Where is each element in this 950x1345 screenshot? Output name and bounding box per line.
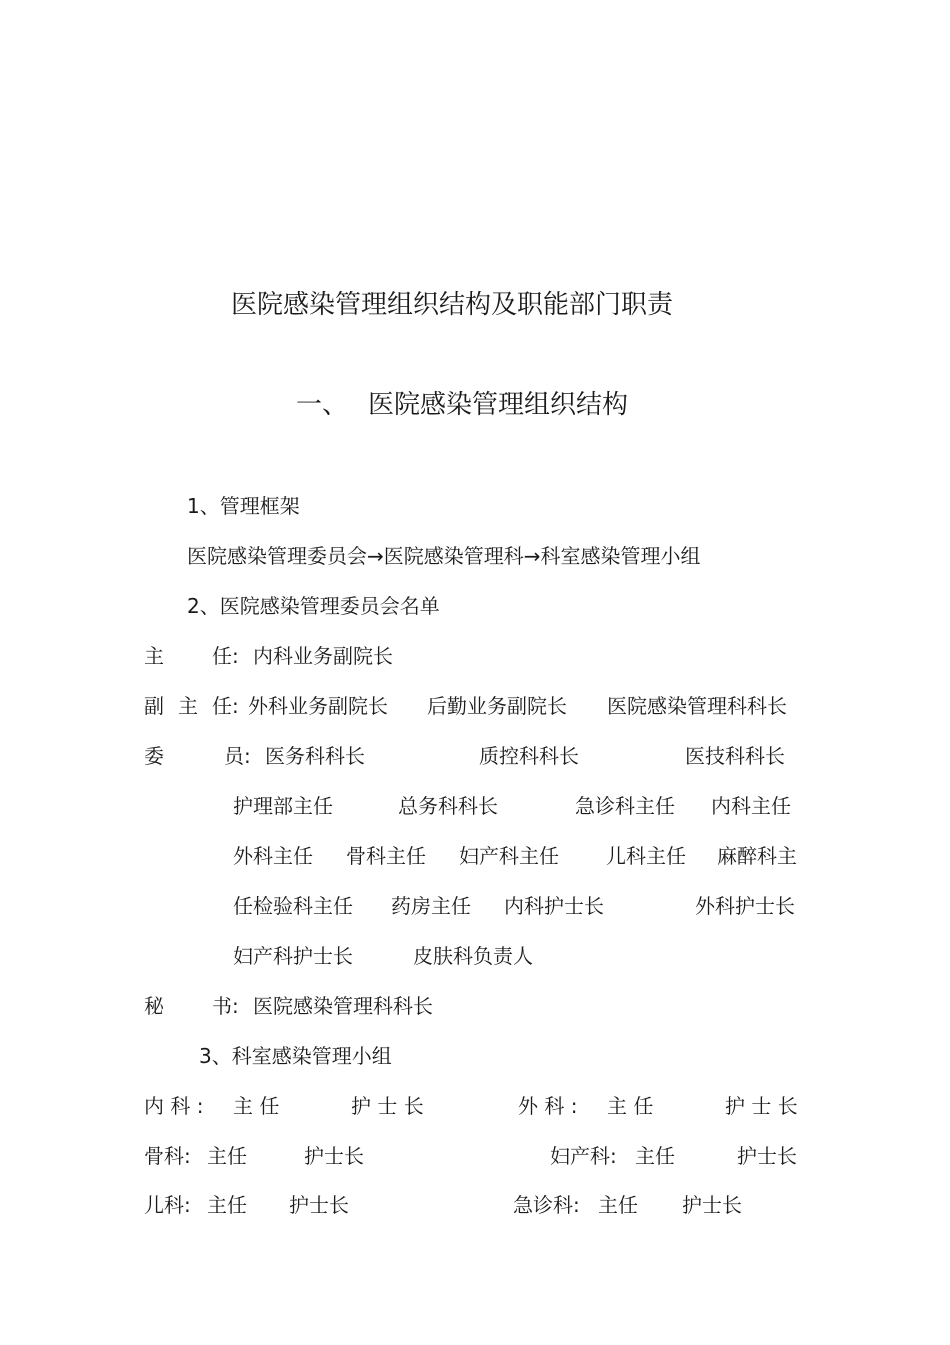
group-role: 护士长 [289, 1193, 349, 1217]
members-label-2: 员: [224, 744, 251, 768]
member-item: 儿科主任 [606, 844, 686, 868]
group-dept: 急诊科: [513, 1193, 580, 1217]
member-item: 护理部主任 [233, 794, 333, 818]
group-role: 主任 [207, 1193, 247, 1217]
subheading-framework: 1、管理框架 [187, 494, 300, 518]
group-role: 主 任 [233, 1094, 280, 1118]
group-dept: 骨科: [144, 1144, 191, 1168]
member-item: 任检验科主任 [233, 894, 353, 918]
deputy-label-2: 主 [178, 694, 198, 718]
member-item: 外科护士长 [695, 894, 795, 918]
member-item: 总务科科长 [398, 794, 498, 818]
director-label-2: 任: [212, 644, 239, 668]
secretary-label-1: 秘 [144, 994, 164, 1018]
group-role: 主 任 [607, 1094, 654, 1118]
deputy-value: 医院感染管理科科长 [607, 694, 787, 718]
group-role: 护 士 长 [725, 1094, 798, 1118]
subheading-committee: 2、医院感染管理委员会名单 [187, 594, 440, 618]
member-item: 药房主任 [391, 894, 471, 918]
group-role: 主任 [598, 1193, 638, 1217]
group-role: 护士长 [737, 1144, 797, 1168]
member-item: 麻醉科主 [717, 844, 797, 868]
member-item: 内科主任 [711, 794, 791, 818]
section-title: 医院感染管理组织结构 [368, 390, 629, 420]
member-item: 质控科科长 [479, 744, 579, 768]
deputy-value: 后勤业务副院长 [427, 694, 567, 718]
section-number: 一、 [296, 390, 349, 420]
member-item: 内科护士长 [504, 894, 604, 918]
group-role: 主任 [635, 1144, 675, 1168]
framework-text: 医院感染管理委员会→医院感染管理科→科室感染管理小组 [187, 544, 701, 568]
member-item: 外科主任 [233, 844, 313, 868]
secretary-label-2: 书: [212, 994, 239, 1018]
subheading-groups: 3、科室感染管理小组 [199, 1044, 392, 1068]
member-item: 骨科主任 [346, 844, 426, 868]
deputy-value: 外科业务副院长 [248, 694, 388, 718]
group-dept: 外 科 : [518, 1094, 578, 1118]
group-role: 主任 [207, 1144, 247, 1168]
member-item: 急诊科主任 [575, 794, 675, 818]
group-dept: 妇产科: [550, 1144, 617, 1168]
director-value: 内科业务副院长 [253, 644, 393, 668]
deputy-label-1: 副 [144, 694, 164, 718]
group-dept: 内 科 : [144, 1094, 204, 1118]
group-dept: 儿科: [144, 1193, 191, 1217]
deputy-label-3: 任: [212, 694, 239, 718]
group-role: 护 士 长 [351, 1094, 424, 1118]
director-label-1: 主 [144, 644, 164, 668]
group-role: 护士长 [304, 1144, 364, 1168]
member-item: 医技科科长 [685, 744, 785, 768]
member-item: 皮肤科负责人 [413, 944, 533, 968]
member-item: 妇产科护士长 [233, 944, 353, 968]
secretary-value: 医院感染管理科科长 [253, 994, 433, 1018]
member-item: 妇产科主任 [459, 844, 559, 868]
document-title: 医院感染管理组织结构及职能部门职责 [231, 290, 674, 320]
group-role: 护士长 [682, 1193, 742, 1217]
members-label-1: 委 [144, 744, 164, 768]
member-item: 医务科科长 [265, 744, 365, 768]
